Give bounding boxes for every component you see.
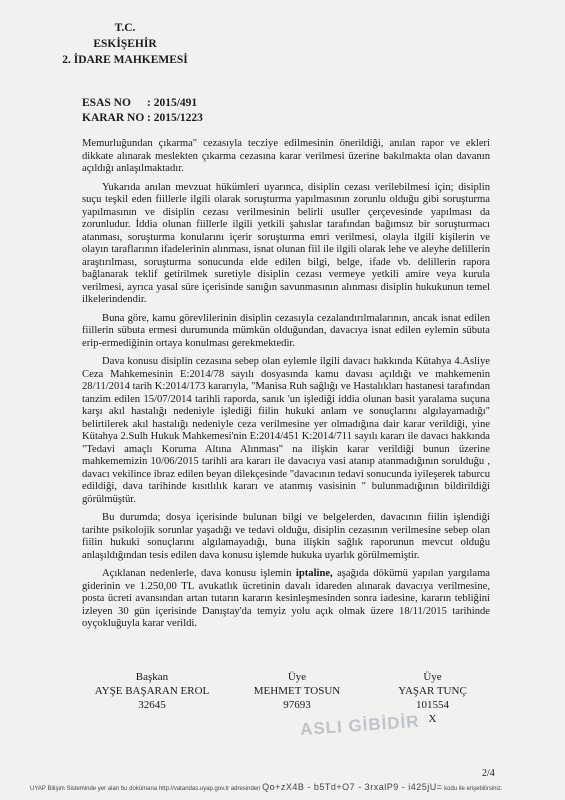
paragraph-6-lead: Açıklanan nedenlerle, dava konusu işlemin: [102, 568, 292, 579]
footer-access-code: Qo+zX4B - b5Td+O7 - 3rxalP9 - i425jU=: [262, 782, 443, 792]
certified-copy-stamp: ASLI GİBİDİR: [299, 711, 421, 740]
footer-suffix: kodu ile erişebilirsiniz.: [444, 786, 503, 792]
signature-mark: X: [428, 713, 437, 725]
header-city: ESKİŞEHİR: [93, 38, 157, 50]
paragraph-2: Yukarıda anılan mevzuat hükümleri uyarınca, disiplin cezası verilebilmesi için; disiplin suçu teşkil eden fiillerle ilgili olarak soruşturma yapılmasının zorunlu olduğu gibi soruşturma yapılmasının ve disiplin cezası verilmesinin belirli usuller çerçevesinde yapılması da zorunludur. İddia olunan fiillerle ilgili yetkili şahıslar tarafından bağımsız bir soruşturmacı atanması, soruşturma konularını içerir soruşturma emri verilmesi, olayla ilgili kişilerin ve olayın taraflarının ifadelerinin alınması, isnat olunan fiil ile ilgili olarak lehe ve aleyhe delillerin araştırılması, soruşturma sonucunda elde edilen bilgi, belge, ifade vb. delillerin rapora bağlanarak teklif getirilmek suretiyle disiplin cezası vermeye yetkili amire veya kurula verilmesi, ayrıca yasal süre içerisinde sanığın savunmasının alınması disiplin hukukunun temel ilkelerindendir.: [82, 181, 490, 305]
page-number: 2/4: [482, 768, 495, 779]
signature-number: 101554: [416, 699, 449, 711]
signature-name: YAŞAR TUNÇ: [398, 685, 467, 697]
karar-value: : 2015/1223: [147, 112, 203, 124]
paragraph-4: Dava konusu disiplin cezasına sebep olan eylemle ilgili davacı hakkında Kütahya 4.Asliye Ceza Mahkemesinin E:2014/78 sayılı dosyasında kamu davası açıldığı ve mahkemenin 28/11/2014 tarih K:2014/173 kararıyla, "Manisa Ruh sağlığı ve Hastalıkları hastanesi tarafından tanzim edilen 15/07/2014 tarihli raporda, sanık 'un işlediği iddia olunan basit yaralama suçuna karşı akıl hastalığı nedeniyle işlediği fiilin hukuki anlam ve sonuçlarını algılayamadığı" belirtilerek akıl hastalığı nedeniyle ceza verilmesine yer olmadığına dair karar verildiği, yine Kütahya 2.Sulh Hukuk Mahkemesi'nin E:2014/451 K:2014/711 sayılı kararı ile davacı hakkında "Tedavi amaçlı Koruma Altına Alınması" na ilişkin karar verildiği bunun üzerine mahkememizin 10/06/2015 tarihli ara kararı ile davacıya vasi atanıp atanmadığının sorulduğu , davacı vekilince ibraz edilen beyan dilekçesinde "davacının tedavi sonucunda iyileşerek taburcu edildiği, dava tarihinde kısıtlılık kararı ve atanmış vasisinin " bulunmadığının bildirildiği görülmüştür.: [82, 356, 490, 505]
signature-name: MEHMET TOSUN: [253, 685, 341, 697]
signature-role: Üye: [423, 671, 442, 683]
signature-name: AYŞE BAŞARAN EROL: [94, 685, 210, 697]
paragraph-6: [82, 568, 490, 631]
paragraph-1: Memurluğundan çıkarma" cezasıyla tecziye edilmesinin önerildiği, anılan rapor ve ekleri dikkate alınarak meslekten çıkarma cezasına karar verilmesi üzerine bakılmakta olan davanın açıldığı anlaşılmaktadır.: [82, 138, 490, 174]
signature-number: 32645: [138, 699, 166, 711]
uyap-footer: [30, 782, 550, 792]
esas-row: [82, 96, 203, 111]
signature-role: Üye: [287, 671, 307, 683]
karar-label: KARAR NO: [82, 112, 145, 124]
footer-prefix: UYAP Bilişim Sisteminde yer alan bu dokümana http://vatandas.uyap.gov.tr adresinden: [30, 786, 261, 792]
header-court: 2. İDARE MAHKEMESİ: [62, 54, 188, 66]
case-numbers: [82, 96, 203, 126]
signature-chair: [82, 670, 222, 712]
karar-row: [82, 111, 203, 126]
paragraph-6-rest: aşağıda dökümü yapılan yargılama giderinin ve 1.250,00 TL avukatlık ücretinin davalı idareden alınarak davacıya verilmesine, posta ücreti avansından artan tutarın kararın kesinleşmesinden sonra iadesine, kararın tebliğini izleyen 30 gün içerisinde Danıştay'da temyiz yolu açık olmak üzere 18/11/2015 tarihinde oyçokluğuyla karar verildi.: [82, 568, 491, 629]
signature-role: Başkan: [135, 671, 169, 683]
decision-body: [82, 138, 490, 637]
paragraph-5: Bu durumda; dosya içerisinde bulunan bilgi ve belgelerden, davacının fiilin işlendiği tarihte psikolojik sorunlar yaşadığı ve tedavi olduğu, disiplin cezasının verilmesine sebep olan fiilin hukuki sonuçlarını algılamayadığı, buna ilişkin sağlık raporunun mevcut olduğu anlaşıldığından tesis edilen dava konusu işlemde hukuka uyarlık görülmemiştir.: [82, 512, 490, 561]
paragraph-3: Buna göre, kamu görevlilerinin disiplin cezasıyla cezalandırılmalarının, ancak isnat edilen fiillerin sübuta ermesi durumunda mümkün olduğundan, davacıya isnat edilen eylemin sübuta erip-ermediğinin ortaya konulması gerekmektedir.: [82, 312, 490, 349]
esas-label: ESAS NO: [82, 97, 131, 109]
header-tc: T.C.: [114, 22, 136, 34]
signature-member-1: [232, 670, 362, 712]
signature-number: 97693: [283, 699, 311, 711]
court-header: [0, 20, 250, 68]
paragraph-6-verdict: iptaline,: [295, 568, 333, 579]
esas-value: : 2015/491: [147, 97, 198, 109]
